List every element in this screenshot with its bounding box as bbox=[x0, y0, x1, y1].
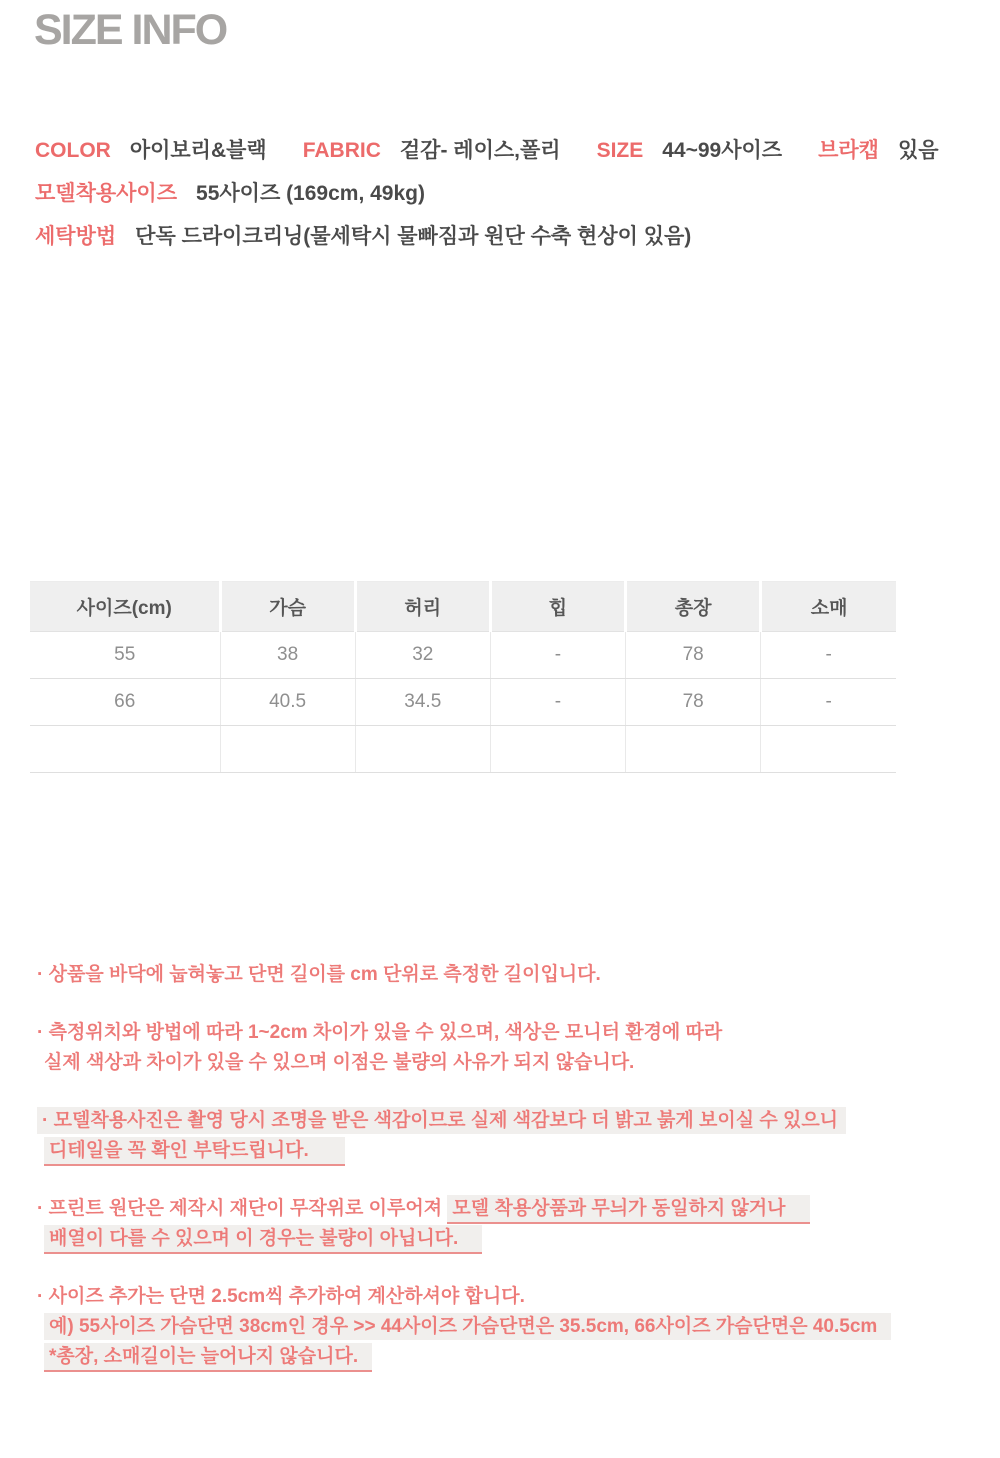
note-print-fabric bbox=[37, 1194, 977, 1254]
note-text-highlight: 예) 55사이즈 가슴단면 38cm인 경우 >> 44사이즈 가슴단면은 35.5cm, 66사이즈 가슴단면은 40.5cm bbox=[44, 1313, 891, 1340]
product-info bbox=[35, 138, 975, 267]
table-row-66 bbox=[30, 679, 896, 726]
cell-length: 78 bbox=[626, 679, 761, 726]
model-size-label: 모델착용사이즈 bbox=[35, 182, 178, 205]
note-text-highlight: · 모델착용사진은 촬영 당시 조명을 받은 색감이므로 실제 색감보다 더 밝고 붉게 보이실 수 있으니 bbox=[37, 1107, 846, 1134]
note-text-highlight-underline: 모델 착용상품과 무늬가 동일하지 않거나 bbox=[447, 1195, 809, 1224]
size-table bbox=[30, 581, 896, 773]
wash-value: 단독 드라이크리닝(물세탁시 물빠짐과 원단 수축 현상이 있음) bbox=[135, 225, 692, 248]
note-lighting bbox=[37, 1106, 977, 1166]
info-row-wash bbox=[35, 224, 975, 250]
note-text-highlight-underline: *총장, 소매길이는 늘어나지 않습니다. bbox=[44, 1343, 372, 1372]
wash-label: 세탁방법 bbox=[35, 225, 117, 248]
cell-size bbox=[30, 726, 220, 773]
cell-size: 66 bbox=[30, 679, 220, 726]
cell-chest bbox=[220, 726, 355, 773]
fabric-label: FABRIC bbox=[302, 139, 381, 162]
col-header-waist: 허리 bbox=[355, 582, 490, 632]
info-row-basic bbox=[35, 138, 975, 164]
cell-sleeve bbox=[761, 726, 896, 773]
cell-waist: 34.5 bbox=[355, 679, 490, 726]
note-text-highlight-underline: 디테일을 꼭 확인 부탁드립니다. bbox=[44, 1137, 345, 1166]
bracap-value: 있음 bbox=[897, 139, 939, 162]
col-header-sleeve: 소매 bbox=[761, 582, 896, 632]
cell-chest: 38 bbox=[220, 632, 355, 679]
note-tolerance bbox=[37, 1018, 977, 1078]
cell-length bbox=[626, 726, 761, 773]
table-row-empty bbox=[30, 726, 896, 773]
note-text: · 측정위치와 방법에 따라 1~2cm 차이가 있을 수 있으며, 색상은 모니터 환경에 따라 bbox=[37, 1022, 723, 1043]
fabric-value: 겉감- 레이스,폴리 bbox=[399, 139, 561, 162]
cell-hip: - bbox=[490, 632, 625, 679]
cell-size: 55 bbox=[30, 632, 220, 679]
notes-section bbox=[37, 960, 977, 1400]
cell-sleeve: - bbox=[761, 679, 896, 726]
cell-sleeve: - bbox=[761, 632, 896, 679]
col-header-size: 사이즈(cm) bbox=[30, 582, 220, 632]
note-text-highlight-underline: 배열이 다를 수 있으며 이 경우는 불량이 아닙니다. bbox=[44, 1225, 482, 1254]
color-label: COLOR bbox=[35, 139, 111, 162]
cell-hip bbox=[490, 726, 625, 773]
bracap-label: 브라캡 bbox=[818, 139, 879, 162]
page-title: SIZE INFO bbox=[34, 6, 227, 54]
cell-length: 78 bbox=[626, 632, 761, 679]
note-size-calculation bbox=[37, 1282, 977, 1372]
cell-waist bbox=[355, 726, 490, 773]
model-size-value: 55사이즈 (169cm, 49kg) bbox=[196, 182, 425, 205]
info-row-model-size bbox=[35, 181, 975, 207]
col-header-length: 총장 bbox=[626, 582, 761, 632]
color-value: 아이보리&블랙 bbox=[129, 139, 267, 162]
col-header-hip: 힙 bbox=[490, 582, 625, 632]
table-row-55 bbox=[30, 632, 896, 679]
size-table-header-row bbox=[30, 582, 896, 632]
note-text: · 상품을 바닥에 눕혀놓고 단면 길이를 cm 단위로 측정한 길이입니다. bbox=[37, 964, 601, 985]
note-text: 실제 색상과 차이가 있을 수 있으며 이점은 불량의 사유가 되지 않습니다. bbox=[44, 1052, 635, 1073]
cell-hip: - bbox=[490, 679, 625, 726]
note-text: · 사이즈 추가는 단면 2.5cm씩 추가하여 계산하셔야 합니다. bbox=[37, 1286, 525, 1307]
cell-waist: 32 bbox=[355, 632, 490, 679]
cell-chest: 40.5 bbox=[220, 679, 355, 726]
col-header-chest: 가슴 bbox=[220, 582, 355, 632]
note-measure-method bbox=[37, 960, 977, 990]
size-label: SIZE bbox=[596, 139, 644, 162]
note-text: · 프린트 원단은 제작시 재단이 무작위로 이루어져 bbox=[37, 1198, 448, 1219]
size-value: 44~99사이즈 bbox=[662, 139, 783, 162]
